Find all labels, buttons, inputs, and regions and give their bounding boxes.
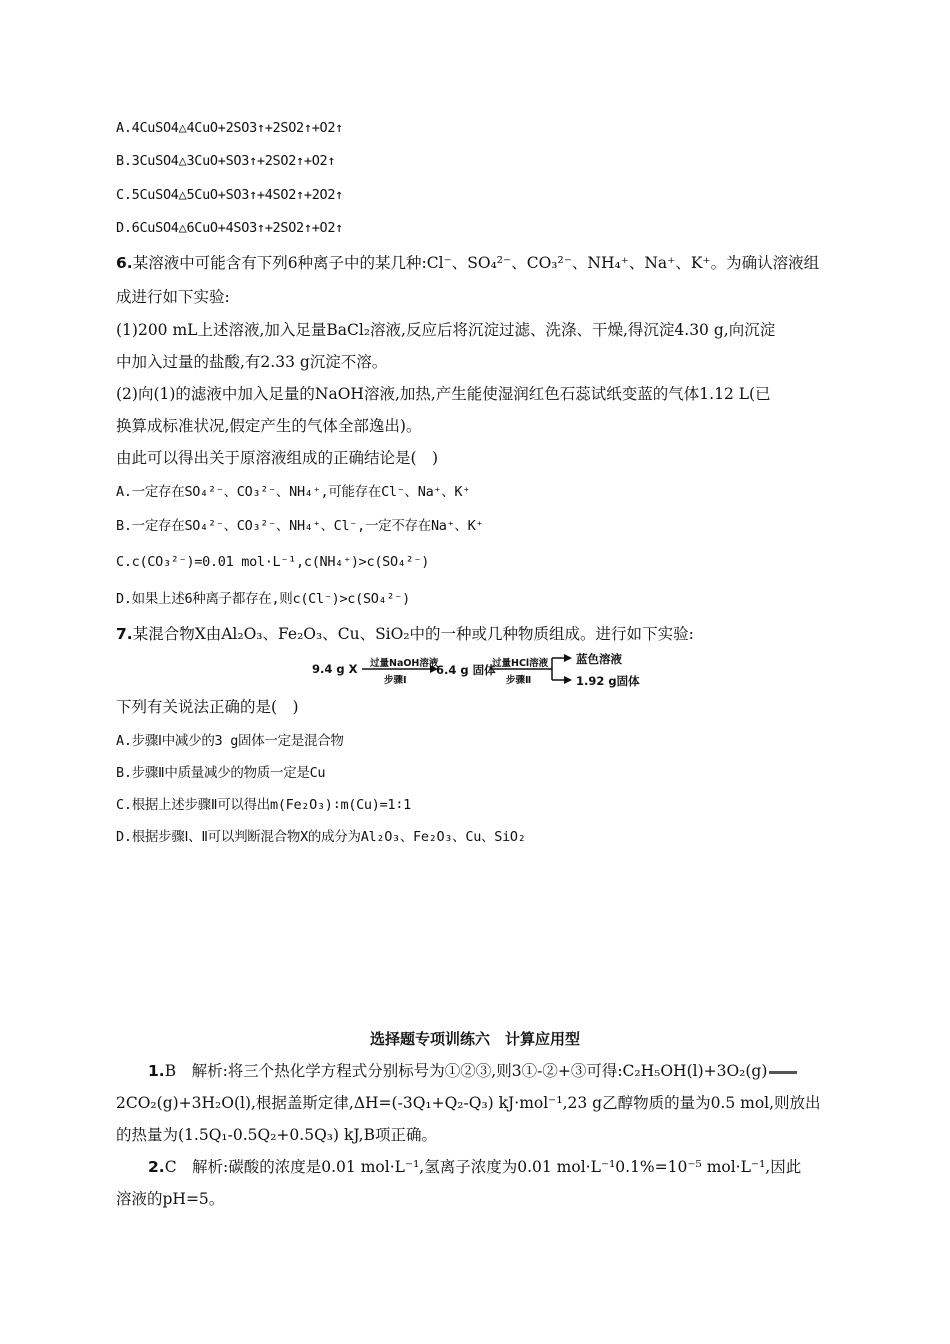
q6-stem-text: 某溶液中可能含有下列6种离子中的某几种:Cl⁻、SO₄²⁻、CO₃²⁻、NH₄⁺、Na⁺、K⁺。为确认溶液组 bbox=[132, 254, 820, 272]
q6-exp2-line1: (2)向(1)的滤液中加入足量的NaOH溶液,加热,产生能使湿润红色石蕊试纸变蓝的气体1.12 L(已 bbox=[116, 385, 771, 403]
q6-option-d: D.如果上述6种离子都存在,则c(Cl⁻)>c(SO₄²⁻) bbox=[116, 591, 410, 607]
q6-exp2-line2: 换算成标准状况,假定产生的气体全部逸出)。 bbox=[116, 417, 422, 435]
flow-out2: 1.92 g固体 bbox=[576, 674, 640, 688]
q6-number: 6. bbox=[116, 254, 133, 272]
section-title: 选择题专项训练六 计算应用型 bbox=[369, 1030, 580, 1048]
answer1-number: 1. bbox=[148, 1062, 165, 1080]
flow-reagent1: 过量NaOH溶液 bbox=[370, 658, 439, 669]
answer2-number: 2. bbox=[148, 1158, 165, 1176]
q7-number: 7. bbox=[116, 625, 133, 643]
q5-option-c: C.5CuSO4△5CuO+SO3↑+4SO2↑+2O2↑ bbox=[116, 187, 344, 203]
answer1-line2: 2CO₂(g)+3H₂O(l),根据盖斯定律,ΔH=(-3Q₁+Q₂-Q₃) kJ·mol⁻¹,23 g乙醇物质的量为0.5 mol,则放出 bbox=[116, 1094, 821, 1112]
q6-exp1-line2: 中加入过量的盐酸,有2.33 g沉淀不溶。 bbox=[116, 353, 388, 371]
arrowhead-out1 bbox=[564, 654, 572, 662]
answer2-line1 bbox=[148, 1157, 801, 1177]
flow-step2: 步骤Ⅱ bbox=[506, 675, 532, 686]
flow-step1: 步骤Ⅰ bbox=[384, 675, 407, 686]
q7-option-b: B.步骤Ⅱ中质量减少的物质一定是Cu bbox=[116, 765, 326, 781]
flow-start: 9.4 g X bbox=[312, 662, 358, 676]
arrowhead-out2 bbox=[564, 676, 572, 684]
q7-option-a: A.步骤Ⅰ中减少的3 g固体一定是混合物 bbox=[116, 733, 344, 749]
q7-flow-diagram bbox=[312, 649, 642, 689]
q5-option-b: B.3CuSO4△3CuO+SO3↑+2SO2↑+O2↑ bbox=[116, 153, 336, 169]
q7-stem bbox=[116, 624, 694, 644]
q7-stem-text: 某混合物X由Al₂O₃、Fe₂O₃、Cu、SiO₂中的一种或几种物质组成。进行如下实验: bbox=[132, 625, 694, 643]
answer2-line2: 溶液的pH=5。 bbox=[116, 1190, 225, 1208]
answer1-line3: 的热量为(1.5Q₁-0.5Q₂+0.5Q₃) kJ,B项正确。 bbox=[116, 1126, 437, 1144]
q7-option-c: C.根据上述步骤Ⅱ可以得出m(Fe₂O₃)∶m(Cu)=1∶1 bbox=[116, 797, 411, 813]
equation-equals-bar bbox=[769, 1071, 797, 1074]
flow-reagent2: 过量HCl溶液 bbox=[492, 658, 549, 669]
flow-mid: 6.4 g 固体 bbox=[436, 663, 496, 677]
q6-option-a: A.一定存在SO₄²⁻、CO₃²⁻、NH₄⁺,可能存在Cl⁻、Na⁺、K⁺ bbox=[116, 484, 471, 500]
q6-stem-line1 bbox=[116, 253, 819, 273]
q5-option-a: A.4CuSO4△4CuO+2SO3↑+2SO2↑+O2↑ bbox=[116, 120, 344, 136]
q6-option-b: B.一定存在SO₄²⁻、CO₃²⁻、NH₄⁺、Cl⁻,一定不存在Na⁺、K⁺ bbox=[116, 518, 484, 534]
q6-question: 由此可以得出关于原溶液组成的正确结论是( ) bbox=[116, 449, 439, 467]
answer1-line1 bbox=[148, 1061, 799, 1081]
answer1-text1: B 解析:将三个热化学方程式分别标号为①②③,则3①-②+③可得:C₂H₅OH(l)+3O₂(g) bbox=[164, 1062, 768, 1080]
q6-stem-line2: 成进行如下实验: bbox=[116, 288, 230, 306]
q7-option-d: D.根据步骤Ⅰ、Ⅱ可以判断混合物X的成分为Al₂O₃、Fe₂O₃、Cu、SiO₂ bbox=[116, 829, 526, 845]
answer2-text1: C 解析:碳酸的浓度是0.01 mol·L⁻¹,氢离子浓度为0.01 mol·L⁻¹0.1%=10⁻⁵ mol·L⁻¹,因此 bbox=[164, 1158, 802, 1176]
q6-exp1-line1: (1)200 mL上述溶液,加入足量BaCl₂溶液,反应后将沉淀过滤、洗涤、干燥,得沉淀4.30 g,向沉淀 bbox=[116, 321, 776, 339]
q6-option-c: C.c(CO₃²⁻)=0.01 mol·L⁻¹,c(NH₄⁺)>c(SO₄²⁻) bbox=[116, 554, 430, 570]
q5-option-d: D.6CuSO4△6CuO+4SO3↑+2SO2↑+O2↑ bbox=[116, 220, 344, 236]
flow-out1: 蓝色溶液 bbox=[576, 652, 622, 666]
q7-question: 下列有关说法正确的是( ) bbox=[116, 698, 299, 716]
